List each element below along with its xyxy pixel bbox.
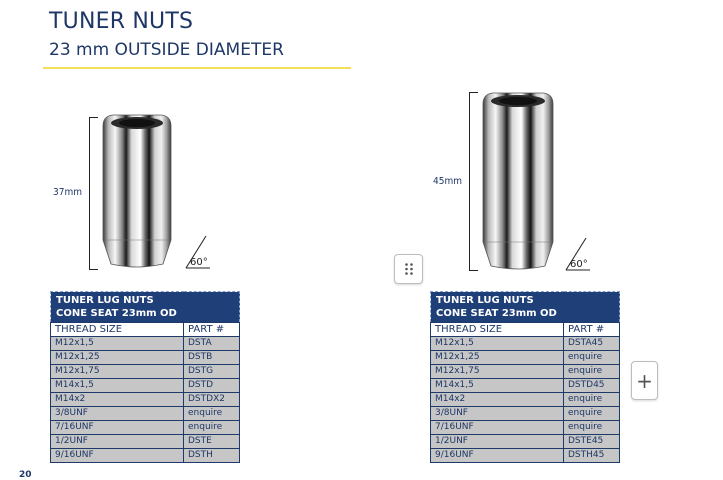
thread-size-cell: 9/16UNF (51, 449, 184, 463)
table-title-line1: TUNER LUG NUTS (436, 295, 534, 306)
thread-size-cell: M14x1,5 (51, 379, 184, 393)
add-block-button[interactable] (631, 361, 658, 400)
thread-size-cell: M12x1,25 (51, 351, 184, 365)
part-number-cell: enquire (564, 351, 620, 365)
table-row (431, 337, 620, 351)
length-label: 45mm (433, 176, 462, 187)
part-number-cell: enquire (564, 421, 620, 435)
height-bracket (89, 117, 98, 270)
thread-size-cell: M12x1,75 (51, 365, 184, 379)
grip-dots-icon (404, 262, 414, 276)
thread-size-cell: M14x1,5 (431, 379, 564, 393)
part-number-cell: DSTE (184, 435, 240, 449)
part-number-cell: DSTA45 (564, 337, 620, 351)
thread-size-cell: M12x1,5 (431, 337, 564, 351)
table-title (51, 292, 240, 323)
thread-size-cell: 1/2UNF (51, 435, 184, 449)
thread-size-cell: 3/8UNF (431, 407, 564, 421)
thread-size-cell: M14x2 (431, 393, 564, 407)
part-number-cell: enquire (564, 365, 620, 379)
table-row (51, 421, 240, 435)
column-header-part: PART # (564, 323, 620, 337)
angle-label: 60° (570, 259, 588, 270)
column-header-thread: THREAD SIZE (51, 323, 184, 337)
table-row (51, 393, 240, 407)
part-number-cell: DSTDX2 (184, 393, 240, 407)
table-row (431, 393, 620, 407)
page-subtitle: 23 mm OUTSIDE DIAMETER (49, 40, 284, 60)
table-row (51, 351, 240, 365)
table-row (431, 421, 620, 435)
lug-nut-image (479, 90, 557, 272)
table-row (51, 449, 240, 463)
spec-table (430, 291, 620, 463)
table-row (431, 435, 620, 449)
table-title-line1: TUNER LUG NUTS (56, 295, 154, 306)
part-number-cell: DSTH (184, 449, 240, 463)
page-number: 20 (19, 470, 32, 480)
thread-size-cell: 1/2UNF (431, 435, 564, 449)
table-title (431, 292, 620, 323)
spec-table (50, 291, 240, 463)
table-row (51, 407, 240, 421)
table-row (51, 435, 240, 449)
page-title: TUNER NUTS (49, 9, 194, 34)
part-number-cell: enquire (564, 393, 620, 407)
table-title-line2: CONE SEAT 23mm OD (436, 308, 557, 319)
part-number-cell: enquire (184, 421, 240, 435)
table-row (431, 449, 620, 463)
table-row (431, 407, 620, 421)
table-row (431, 379, 620, 393)
column-header-part: PART # (184, 323, 240, 337)
table-row (431, 351, 620, 365)
length-label: 37mm (53, 187, 82, 198)
thread-size-cell: M14x2 (51, 393, 184, 407)
thread-size-cell: 9/16UNF (431, 449, 564, 463)
table-row (51, 379, 240, 393)
thread-size-cell: M12x1,75 (431, 365, 564, 379)
thread-size-cell: M12x1,5 (51, 337, 184, 351)
title-divider (43, 67, 351, 69)
column-header-thread: THREAD SIZE (431, 323, 564, 337)
thread-size-cell: 7/16UNF (51, 421, 184, 435)
table-title-line2: CONE SEAT 23mm OD (56, 308, 177, 319)
part-number-cell: DSTD45 (564, 379, 620, 393)
thread-size-cell: M12x1,25 (431, 351, 564, 365)
part-number-cell: DSTH45 (564, 449, 620, 463)
table-row (51, 365, 240, 379)
table-row (431, 365, 620, 379)
angle-label: 60° (190, 257, 208, 268)
part-number-cell: enquire (184, 407, 240, 421)
lug-nut-image (99, 112, 175, 270)
part-number-cell: DSTG (184, 365, 240, 379)
plus-icon: + (636, 368, 653, 393)
table-row (51, 337, 240, 351)
drag-handle-button[interactable] (394, 254, 423, 284)
part-number-cell: DSTB (184, 351, 240, 365)
part-number-cell: DSTD (184, 379, 240, 393)
thread-size-cell: 7/16UNF (431, 421, 564, 435)
thread-size-cell: 3/8UNF (51, 407, 184, 421)
part-number-cell: DSTA (184, 337, 240, 351)
height-bracket (469, 92, 478, 271)
part-number-cell: enquire (564, 407, 620, 421)
part-number-cell: DSTE45 (564, 435, 620, 449)
